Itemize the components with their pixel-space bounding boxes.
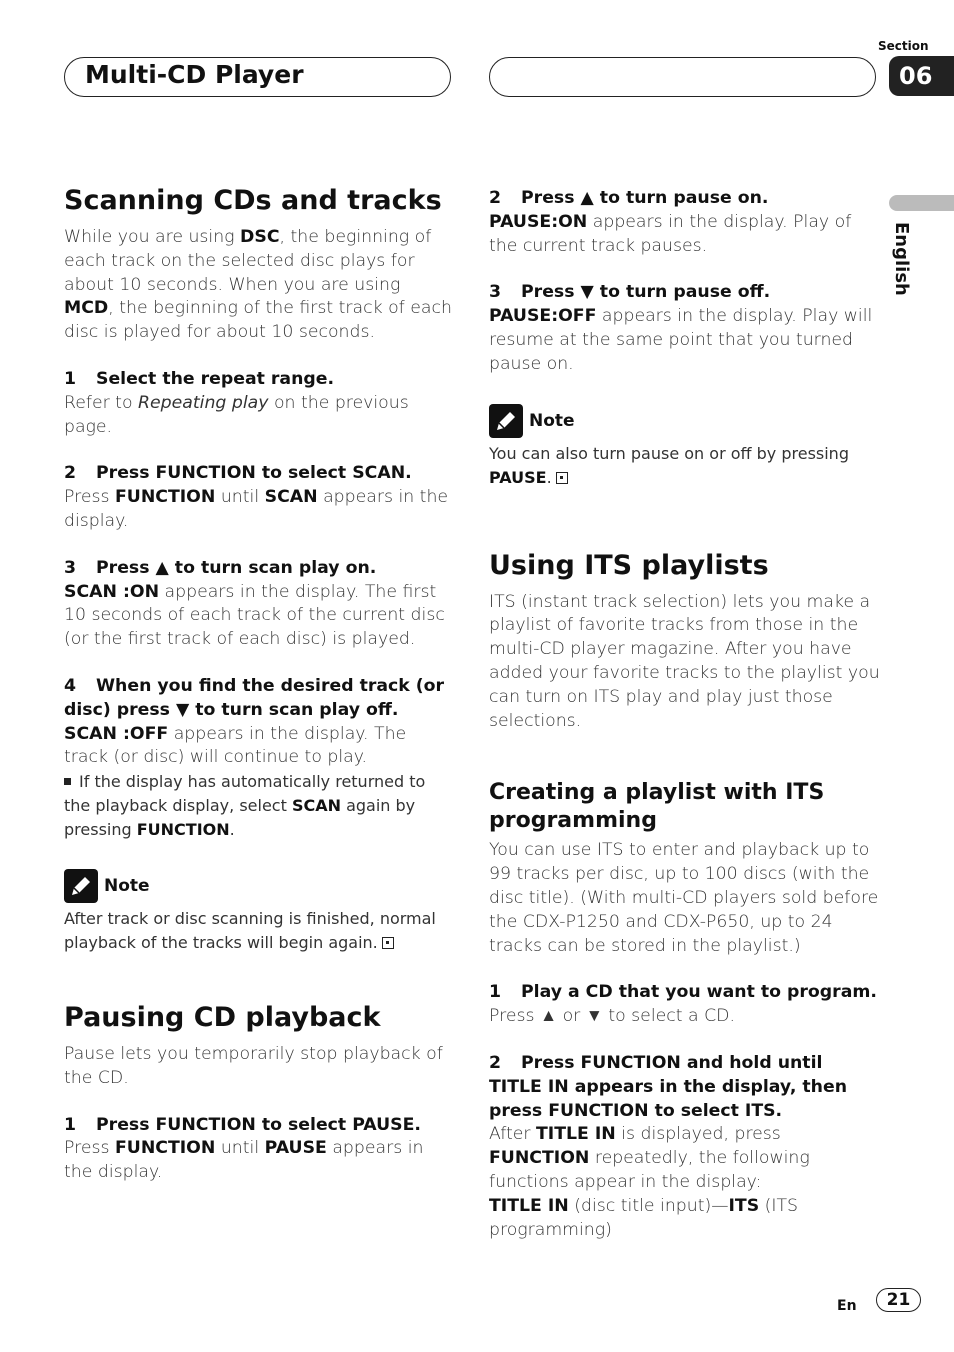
scan-step-3-heading: 3 Press ▲ to turn scan play on. bbox=[64, 557, 377, 578]
scan-note-heading bbox=[64, 869, 454, 903]
footer-language: En bbox=[837, 1298, 857, 1314]
its-sub-intro: You can use ITS to enter and playback up to 99 tracks per disc, up to 100 discs (with the disc title). (With multi-CD players sold before the CDX-P1250 and CDX-P650, up to 24 tracks can be stored in the playlist.) bbox=[489, 840, 879, 956]
pause-note-heading bbox=[489, 404, 881, 438]
note-label: Note bbox=[529, 410, 575, 431]
bullet-square-icon bbox=[64, 778, 71, 785]
header-title-frame bbox=[64, 57, 451, 97]
left-column-pause bbox=[64, 1002, 454, 1185]
pause-step-3-body: PAUSE:OFF appears in the display. Play will resume at the same point that you turned pause on. bbox=[489, 306, 873, 374]
side-language-label: English bbox=[891, 222, 912, 296]
note-label: Note bbox=[104, 876, 150, 897]
header-blank-frame bbox=[489, 57, 876, 97]
its-step-1-heading: 1 Play a CD that you want to program. bbox=[489, 982, 877, 1003]
right-column bbox=[489, 187, 881, 1242]
end-mark-icon bbox=[382, 937, 394, 949]
its-step-2-heading: 2 Press FUNCTION and hold until TITLE IN appears in the display, then press FUNCTION to select ITS. bbox=[489, 1052, 847, 1121]
section-number-badge: 06 bbox=[889, 56, 954, 96]
note-pencil-icon bbox=[64, 869, 98, 903]
its-section-title: Using ITS playlists bbox=[489, 549, 769, 581]
scan-intro: While you are using DSC, the beginning of each track on the selected disc plays for about 10 seconds. When you are using MCD, the beginning of the first track of each disc is played for about 10 seconds. bbox=[64, 227, 452, 343]
scan-note-text: After track or disc scanning is finished, normal playback of the tracks will begin again. bbox=[64, 909, 436, 953]
pause-step-2-body: PAUSE:ON appears in the display. Play of the current track pauses. bbox=[489, 211, 852, 256]
pause-step-1-body: Press FUNCTION until PAUSE appears in the display. bbox=[64, 1138, 424, 1183]
pause-step-2-heading: 2 Press ▲ to turn pause on. bbox=[489, 188, 769, 208]
scan-step-2-body: Press FUNCTION until SCAN appears in the display. bbox=[64, 487, 449, 531]
scan-section-title: Scanning CDs and tracks bbox=[64, 185, 442, 216]
its-intro: ITS (instant track selection) lets you make a playlist of favorite tracks from those in the multi-CD player magazine. After you have added your favorite tracks to the playlist you can turn on ITS play and play just those selections. bbox=[489, 591, 880, 731]
scan-step-3-body: SCAN :ON appears in the display. The first 10 seconds of each track of the current disc (or the first track of each disc) is played. bbox=[64, 581, 445, 650]
pause-step-1-heading: 1 Press FUNCTION to select PAUSE. bbox=[64, 1114, 421, 1135]
left-column bbox=[64, 185, 454, 955]
pause-intro: Pause lets you temporarily stop playback of the CD. bbox=[64, 1044, 443, 1088]
pause-step-3-heading: 3 Press ▼ to turn pause off. bbox=[489, 282, 771, 303]
its-step-1-body: Press ▲ or ▼ to select a CD. bbox=[489, 1006, 735, 1027]
its-subsection-title: Creating a playlist with ITS programming bbox=[489, 780, 825, 834]
section-label: Section bbox=[878, 39, 929, 53]
scan-step-4-body: SCAN :OFF appears in the display. The track (or disc) will continue to play. bbox=[64, 723, 407, 768]
scan-step-1-body: Refer to Repeating play on the previous page. bbox=[64, 392, 409, 437]
language-tab-marker bbox=[889, 195, 954, 211]
page-number: 21 bbox=[876, 1288, 921, 1312]
scan-bullet: If the display has automatically returned to the playback display, select SCAN again by pressing FUNCTION. bbox=[64, 772, 426, 840]
page-header-title: Multi-CD Player bbox=[85, 60, 304, 89]
scan-step-2-heading: 2 Press FUNCTION to select SCAN. bbox=[64, 463, 412, 484]
pause-note-text: You can also turn pause on or off by pressing PAUSE. bbox=[489, 443, 849, 487]
scan-step-1-heading: 1 Select the repeat range. bbox=[64, 368, 335, 389]
note-pencil-icon bbox=[489, 404, 523, 438]
end-mark-icon bbox=[556, 472, 568, 484]
pause-section-title: Pausing CD playback bbox=[64, 1002, 381, 1033]
scan-step-4-heading: 4 When you find the desired track (or disc) press ▼ to turn scan play off. bbox=[64, 675, 445, 720]
its-step-2-body: After TITLE IN is displayed, press FUNCTION repeatedly, the following functions appear in the display: bbox=[489, 1124, 810, 1192]
its-step-2-functions: TITLE IN (disc title input)—ITS (ITS programming) bbox=[489, 1195, 799, 1240]
